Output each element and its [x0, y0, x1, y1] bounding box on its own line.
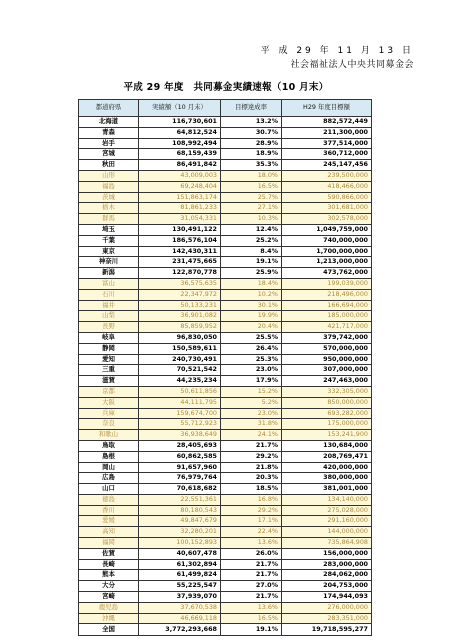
- rate-cell: 29.2%: [221, 451, 282, 462]
- prefecture-cell: 埼玉: [79, 224, 139, 235]
- goal-cell: 239,500,000: [282, 170, 372, 181]
- rate-cell: 25.5%: [221, 332, 282, 343]
- rate-cell: 35.3%: [221, 160, 282, 171]
- amount-cell: 55,225,547: [139, 581, 221, 592]
- rate-cell: 25.9%: [221, 268, 282, 279]
- prefecture-cell: 北海道: [79, 117, 139, 128]
- table-row: [79, 181, 372, 192]
- report-date: 平 成 29 年 11 月 13 日: [260, 46, 414, 56]
- rate-cell: 26.0%: [221, 548, 282, 559]
- prefecture-cell: 宮崎: [79, 592, 139, 603]
- goal-cell: 208,769,471: [282, 451, 372, 462]
- amount-cell: 116,730,601: [139, 117, 221, 128]
- table-row: [79, 527, 372, 538]
- amount-cell: 76,979,764: [139, 473, 221, 484]
- goal-cell: 144,000,000: [282, 527, 372, 538]
- prefecture-cell: 岐阜: [79, 332, 139, 343]
- table-row: [79, 408, 372, 419]
- amount-cell: 50,611,856: [139, 386, 221, 397]
- prefecture-cell: 秋田: [79, 160, 139, 171]
- amount-cell: 68,159,439: [139, 149, 221, 160]
- amount-cell: 40,607,478: [139, 548, 221, 559]
- goal-cell: 283,351,000: [282, 613, 372, 624]
- rate-cell: 21.7%: [221, 570, 282, 581]
- amount-cell: 70,521,542: [139, 365, 221, 376]
- rate-cell: 25.2%: [221, 235, 282, 246]
- table-row: [79, 278, 372, 289]
- rate-cell: 13.2%: [221, 117, 282, 128]
- goal-cell: 291,160,000: [282, 516, 372, 527]
- rate-cell: 15.2%: [221, 386, 282, 397]
- amount-cell: 100,152,893: [139, 538, 221, 549]
- total-prefecture: 全国: [79, 624, 139, 636]
- amount-cell: 64,812,524: [139, 127, 221, 138]
- amount-cell: 60,862,585: [139, 451, 221, 462]
- table-row: [79, 343, 372, 354]
- prefecture-cell: 熊本: [79, 570, 139, 581]
- amount-cell: 22,551,361: [139, 494, 221, 505]
- goal-cell: 420,000,000: [282, 462, 372, 473]
- rate-cell: 19.1%: [221, 257, 282, 268]
- table-row: [79, 203, 372, 214]
- table-row: [79, 430, 372, 441]
- goal-cell: 950,000,000: [282, 354, 372, 365]
- amount-cell: 61,302,894: [139, 559, 221, 570]
- table-row: [79, 484, 372, 495]
- rate-cell: 29.2%: [221, 505, 282, 516]
- prefecture-cell: 茨城: [79, 192, 139, 203]
- prefecture-cell: 福岡: [79, 538, 139, 549]
- header-goal: H29 年度目標額: [282, 100, 372, 117]
- rate-cell: 24.1%: [221, 430, 282, 441]
- goal-cell: 204,753,000: [282, 581, 372, 592]
- total-row: [79, 624, 372, 636]
- goal-cell: 693,282,000: [282, 408, 372, 419]
- prefecture-cell: 山形: [79, 170, 139, 181]
- table-row: [79, 505, 372, 516]
- prefecture-cell: 栃木: [79, 203, 139, 214]
- goal-cell: 199,039,000: [282, 278, 372, 289]
- table-row: [79, 451, 372, 462]
- total-amount: 3,772,293,668: [139, 624, 221, 636]
- table-row: [79, 127, 372, 138]
- goal-cell: 421,717,000: [282, 322, 372, 333]
- prefecture-cell: 岩手: [79, 138, 139, 149]
- rate-cell: 21.7%: [221, 440, 282, 451]
- prefecture-cell: 奈良: [79, 419, 139, 430]
- rate-cell: 21.7%: [221, 592, 282, 603]
- goal-cell: 156,000,000: [282, 548, 372, 559]
- rate-cell: 25.7%: [221, 192, 282, 203]
- prefecture-cell: 佐賀: [79, 548, 139, 559]
- table-row: [79, 592, 372, 603]
- rate-cell: 18.9%: [221, 149, 282, 160]
- amount-cell: 159,674,700: [139, 408, 221, 419]
- goal-cell: 882,572,449: [282, 117, 372, 128]
- amount-cell: 80,180,543: [139, 505, 221, 516]
- rate-cell: 16.5%: [221, 181, 282, 192]
- amount-cell: 49,847,679: [139, 516, 221, 527]
- amount-cell: 122,870,778: [139, 268, 221, 279]
- goal-cell: 570,000,000: [282, 343, 372, 354]
- amount-cell: 86,491,842: [139, 160, 221, 171]
- table-row: [79, 376, 372, 387]
- prefecture-cell: 岡山: [79, 462, 139, 473]
- table-row: [79, 386, 372, 397]
- prefecture-cell: 愛媛: [79, 516, 139, 527]
- total-goal: 19,718,595,277: [282, 624, 372, 636]
- amount-cell: 43,009,003: [139, 170, 221, 181]
- goal-cell: 332,305,000: [282, 386, 372, 397]
- prefecture-cell: 広島: [79, 473, 139, 484]
- amount-cell: 151,863,174: [139, 192, 221, 203]
- prefecture-cell: 沖縄: [79, 613, 139, 624]
- rate-cell: 28.9%: [221, 138, 282, 149]
- table-row: [79, 419, 372, 430]
- goal-cell: 174,944,093: [282, 592, 372, 603]
- table-row: [79, 224, 372, 235]
- table-row: [79, 235, 372, 246]
- prefecture-cell: 福井: [79, 300, 139, 311]
- prefecture-cell: 千葉: [79, 235, 139, 246]
- table-row: [79, 311, 372, 322]
- rate-cell: 21.8%: [221, 462, 282, 473]
- rate-cell: 13.6%: [221, 538, 282, 549]
- table-row: [79, 332, 372, 343]
- amount-cell: 44,111,795: [139, 397, 221, 408]
- amount-cell: 37,670,538: [139, 602, 221, 613]
- prefecture-cell: 山口: [79, 484, 139, 495]
- goal-cell: 379,742,000: [282, 332, 372, 343]
- table-row: [79, 462, 372, 473]
- organization-name: 社会福祉法人中央共同募金会: [290, 60, 414, 70]
- prefecture-cell: 滋賀: [79, 376, 139, 387]
- table-row: [79, 160, 372, 171]
- rate-cell: 17.1%: [221, 516, 282, 527]
- prefecture-cell: 鹿児島: [79, 602, 139, 613]
- table-row: [79, 322, 372, 333]
- rate-cell: 26.4%: [221, 343, 282, 354]
- amount-cell: 55,712,923: [139, 419, 221, 430]
- table-body: [79, 117, 372, 624]
- amount-cell: 70,618,682: [139, 484, 221, 495]
- goal-cell: 850,000,000: [282, 397, 372, 408]
- amount-cell: 142,430,311: [139, 246, 221, 257]
- prefecture-cell: 長崎: [79, 559, 139, 570]
- prefecture-cell: 富山: [79, 278, 139, 289]
- amount-cell: 46,669,118: [139, 613, 221, 624]
- amount-cell: 22,347,972: [139, 289, 221, 300]
- rate-cell: 23.0%: [221, 408, 282, 419]
- rate-cell: 30.7%: [221, 127, 282, 138]
- rate-cell: 12.4%: [221, 224, 282, 235]
- prefecture-cell: 神奈川: [79, 257, 139, 268]
- goal-cell: 276,000,000: [282, 602, 372, 613]
- prefecture-cell: 高知: [79, 527, 139, 538]
- prefecture-cell: 香川: [79, 505, 139, 516]
- rate-cell: 18.5%: [221, 484, 282, 495]
- prefecture-cell: 群馬: [79, 214, 139, 225]
- prefecture-cell: 宮城: [79, 149, 139, 160]
- prefecture-cell: 愛知: [79, 354, 139, 365]
- goal-cell: 275,028,000: [282, 505, 372, 516]
- header-row: [79, 100, 372, 117]
- amount-cell: 36,575,635: [139, 278, 221, 289]
- rate-cell: 19.9%: [221, 311, 282, 322]
- prefecture-cell: 兵庫: [79, 408, 139, 419]
- goal-cell: 130,684,000: [282, 440, 372, 451]
- prefecture-cell: 大分: [79, 581, 139, 592]
- prefecture-cell: 東京: [79, 246, 139, 257]
- prefecture-cell: 大阪: [79, 397, 139, 408]
- rate-cell: 13.6%: [221, 602, 282, 613]
- table-row: [79, 581, 372, 592]
- table-row: [79, 516, 372, 527]
- table-row: [79, 473, 372, 484]
- table-row: [79, 257, 372, 268]
- amount-cell: 130,491,122: [139, 224, 221, 235]
- table-row: [79, 246, 372, 257]
- goal-cell: 473,762,000: [282, 268, 372, 279]
- amount-cell: 69,248,404: [139, 181, 221, 192]
- goal-cell: 381,001,000: [282, 484, 372, 495]
- rate-cell: 5.2%: [221, 397, 282, 408]
- goal-cell: 735,864,908: [282, 538, 372, 549]
- goal-cell: 247,463,000: [282, 376, 372, 387]
- goal-cell: 175,000,000: [282, 419, 372, 430]
- table-row: [79, 117, 372, 128]
- rate-cell: 17.9%: [221, 376, 282, 387]
- prefecture-cell: 青森: [79, 127, 139, 138]
- amount-cell: 91,657,960: [139, 462, 221, 473]
- amount-cell: 28,405,693: [139, 440, 221, 451]
- amount-cell: 108,992,494: [139, 138, 221, 149]
- goal-cell: 218,496,000: [282, 289, 372, 300]
- goal-cell: 418,466,000: [282, 181, 372, 192]
- rate-cell: 25.3%: [221, 354, 282, 365]
- prefecture-cell: 京都: [79, 386, 139, 397]
- rate-cell: 10.3%: [221, 214, 282, 225]
- amount-cell: 36,901,082: [139, 311, 221, 322]
- goal-cell: 302,578,000: [282, 214, 372, 225]
- rate-cell: 30.1%: [221, 300, 282, 311]
- rate-cell: 22.4%: [221, 527, 282, 538]
- rate-cell: 16.8%: [221, 494, 282, 505]
- goal-cell: 740,000,000: [282, 235, 372, 246]
- table-row: [79, 602, 372, 613]
- table-row: [79, 268, 372, 279]
- total-rate: 19.1%: [221, 624, 282, 636]
- table-row: [79, 538, 372, 549]
- prefecture-cell: 島根: [79, 451, 139, 462]
- rate-cell: 31.8%: [221, 419, 282, 430]
- goal-cell: 1,049,759,000: [282, 224, 372, 235]
- amount-cell: 36,938,649: [139, 430, 221, 441]
- prefecture-cell: 新潟: [79, 268, 139, 279]
- rate-cell: 27.1%: [221, 203, 282, 214]
- rate-cell: 16.5%: [221, 613, 282, 624]
- goal-cell: 153,241,900: [282, 430, 372, 441]
- table-row: [79, 440, 372, 451]
- prefecture-cell: 徳島: [79, 494, 139, 505]
- goal-cell: 377,514,000: [282, 138, 372, 149]
- amount-cell: 31,054,331: [139, 214, 221, 225]
- table-row: [79, 559, 372, 570]
- table-row: [79, 149, 372, 160]
- table-row: [79, 548, 372, 559]
- goal-cell: 590,866,000: [282, 192, 372, 203]
- table-row: [79, 354, 372, 365]
- goal-cell: 1,700,000,000: [282, 246, 372, 257]
- amount-cell: 32,280,201: [139, 527, 221, 538]
- goal-cell: 211,300,000: [282, 127, 372, 138]
- header-prefecture: 都道府県: [79, 100, 139, 117]
- goal-cell: 1,213,000,000: [282, 257, 372, 268]
- goal-cell: 283,000,000: [282, 559, 372, 570]
- fundraising-table: [78, 99, 372, 636]
- rate-cell: 8.4%: [221, 246, 282, 257]
- rate-cell: 18.0%: [221, 170, 282, 181]
- rate-cell: 20.4%: [221, 322, 282, 333]
- table-row: [79, 214, 372, 225]
- amount-cell: 37,939,070: [139, 592, 221, 603]
- prefecture-cell: 長野: [79, 322, 139, 333]
- amount-cell: 186,576,104: [139, 235, 221, 246]
- goal-cell: 185,000,000: [282, 311, 372, 322]
- goal-cell: 166,694,000: [282, 300, 372, 311]
- amount-cell: 44,235,234: [139, 376, 221, 387]
- table-row: [79, 570, 372, 581]
- amount-cell: 240,730,491: [139, 354, 221, 365]
- prefecture-cell: 三重: [79, 365, 139, 376]
- rate-cell: 21.7%: [221, 559, 282, 570]
- table-row: [79, 494, 372, 505]
- amount-cell: 61,499,824: [139, 570, 221, 581]
- amount-cell: 85,859,952: [139, 322, 221, 333]
- goal-cell: 307,000,000: [282, 365, 372, 376]
- amount-cell: 50,133,231: [139, 300, 221, 311]
- goal-cell: 360,712,000: [282, 149, 372, 160]
- table-row: [79, 170, 372, 181]
- prefecture-cell: 福島: [79, 181, 139, 192]
- amount-cell: 231,475,665: [139, 257, 221, 268]
- rate-cell: 10.2%: [221, 289, 282, 300]
- amount-cell: 81,861,233: [139, 203, 221, 214]
- goal-cell: 284,062,000: [282, 570, 372, 581]
- prefecture-cell: 山梨: [79, 311, 139, 322]
- rate-cell: 20.3%: [221, 473, 282, 484]
- rate-cell: 27.0%: [221, 581, 282, 592]
- table-row: [79, 365, 372, 376]
- prefecture-cell: 鳥取: [79, 440, 139, 451]
- prefecture-cell: 静岡: [79, 343, 139, 354]
- table-row: [79, 300, 372, 311]
- amount-cell: 96,830,050: [139, 332, 221, 343]
- report-title: 平成 29 年度 共同募金実績速報（10 月末）: [123, 82, 329, 93]
- table-row: [79, 192, 372, 203]
- rate-cell: 23.0%: [221, 365, 282, 376]
- table-row: [79, 138, 372, 149]
- goal-cell: 134,140,000: [282, 494, 372, 505]
- goal-cell: 301,681,000: [282, 203, 372, 214]
- table-row: [79, 397, 372, 408]
- prefecture-cell: 和歌山: [79, 430, 139, 441]
- amount-cell: 150,589,611: [139, 343, 221, 354]
- goal-cell: 245,147,456: [282, 160, 372, 171]
- header-rate: 目標達成率: [221, 100, 282, 117]
- goal-cell: 380,000,000: [282, 473, 372, 484]
- table-row: [79, 289, 372, 300]
- prefecture-cell: 石川: [79, 289, 139, 300]
- header-amount: 実績額（10 月末）: [139, 100, 221, 117]
- rate-cell: 18.4%: [221, 278, 282, 289]
- table-row: [79, 613, 372, 624]
